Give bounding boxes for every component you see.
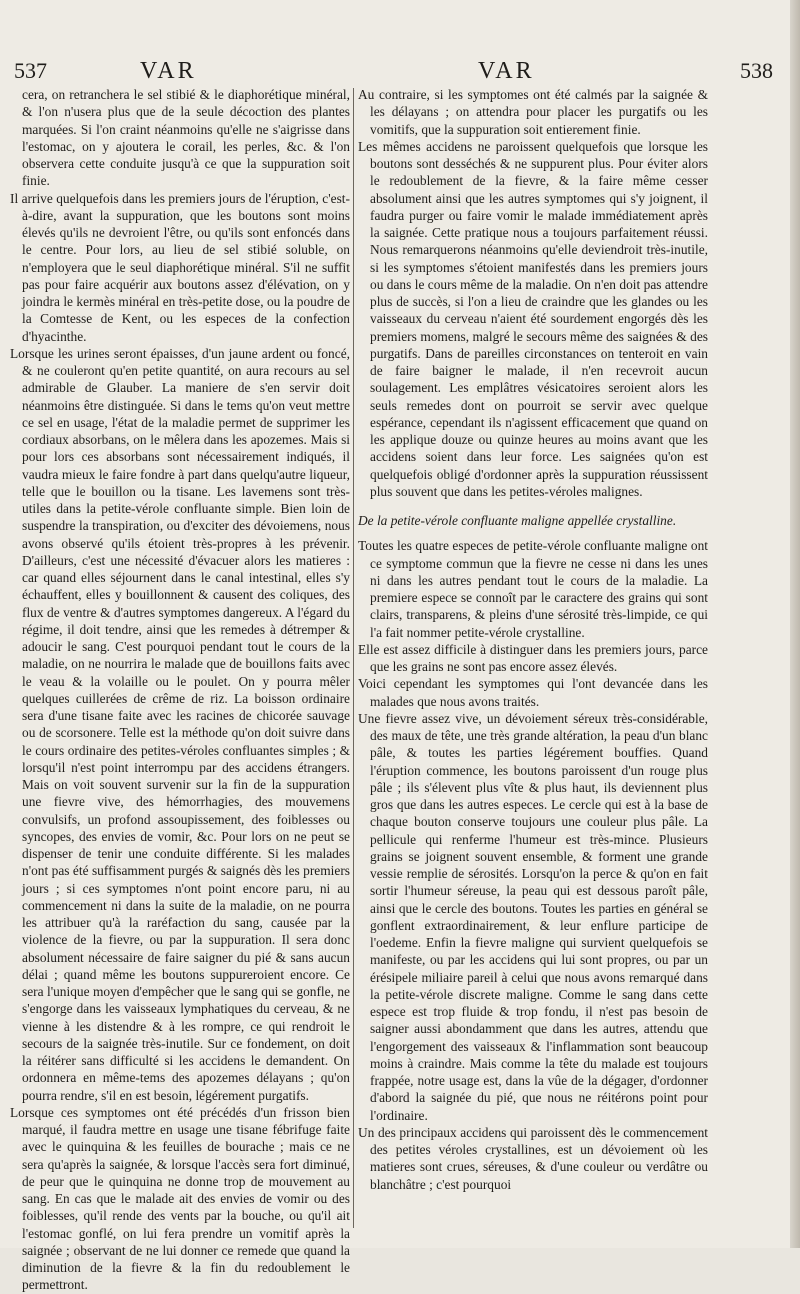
running-header — [0, 58, 800, 88]
paragraph: Une fievre assez vive, un dévoiement séreux très-considérable, des maux de tête, une très grande altération, la peau d'un blanc pâle, & toutes les parties légérement bouffies. Quand l'éruption commence, les boutons paroissent d'un rouge plus pâle ; ils s'élevent plus vîte & plus haut, ils deviennent plus gros que dans les autres especes. Le cercle qui est à la base de chaque bouton conserve toujours une couleur plus pâle. La pellicule qui renferme l'humeur est très-mince. Plusieurs grains se joignent souvent ensemble, & forment une grande vessie remplie de sérosités. Lorsqu'on la perce & qu'on en fait sortir l'humeur séreuse, la peau qui est dessous paroît pâle, ainsi que le cercle des boutons. Toutes les parties en général se gonflent extraordinairement, & leur enflure participe de l'oedeme. Enfin la fievre maligne qui survient quelquefois se manifeste, ou par les accidens qui lui sont propres, ou par un érésipele miliaire pareil à celui que nous avons remarqué dans la petite-vérole discrete maligne. Comme le sang dans cette espece est trop fluide & trop fondu, il n'est pas besoin de saigner aussi abondamment que dans les autres, attendu que l'engorgement des vaisseaux & l'inflammation sont beaucoup moins à craindre. Mais comme la tête du malade est toujours frappée, notre usage est, dans la vûe de la dégager, d'ordonner d'abord la saignée du pié, que nous ne réitérons point pour l'ordinaire. — [358, 710, 708, 1123]
page-edge-shadow — [790, 0, 800, 1248]
paragraph: Un des principaux accidens qui paroissent dès le commencement des petites véroles crystallines, est un dévoiement où les matieres sont crues, séreuses, & d'une couleur ou verdâtre ou blanchâtre ; c'est pourquoi — [358, 1124, 708, 1192]
paragraph: Il arrive quelquefois dans les premiers jours de l'éruption, c'est-à-dire, avant la suppuration, que les boutons sont moins élevés qu'ils ne devroient l'être, ou qu'ils sont enfoncés dans le centre. Pour lors, au lieu de sel stibié soluble, on n'employera que le seul diaphorétique minéral. S'il ne suffit pas pour faire acquérir aux boutons assez d'élévation, on y joindra le kermès minéral en très-petite dose, ou la poudre de la Comtesse de Kent, ou les especes de la confection d'hyacinthe. — [10, 190, 350, 344]
paragraph: Toutes les quatre especes de petite-vérole confluante maligne ont ce symptome commun que la fievre ne cesse ni dans les unes ni dans les autres pendant tout le cours de la maladie. La premiere espece se connoît par le caractere des grains qui sont clairs, transparens, & pleins d'une sérosité très-limpide, ce qui l'a fait nommer petite-vérole crystalline. — [358, 538, 708, 640]
page-number-right: 538 — [740, 58, 773, 83]
right-column — [358, 86, 708, 1238]
paragraph: cera, on retranchera le sel stibié & le diaphorétique minéral, & l'on n'usera plus que de la seule décoction des plantes marquées. Si l'on craint néanmoins qu'elle ne s'aigrisse dans l'estomac, on y ajoutera le corail, les perles, &c. & l'on observera cette conduite jusqu'à ce que la suppuration soit finie. — [22, 87, 350, 189]
paragraph: Elle est assez difficile à distinguer dans les premiers jours, parce que les grains ne sont pas encore assez élevés. — [358, 641, 708, 674]
left-column — [10, 86, 350, 1293]
section-heading: De la petite-vérole confluante maligne appellée crystalline. — [358, 513, 677, 528]
paragraph: Les mêmes accidens ne paroissent quelquefois que lorsque les boutons sont desséchés & ne suppurent plus. Pour éviter alors le redoublement de la fievre, & la faire même cesser absolument ainsi que les autres symptomes qui s'y joignent, il faudra purger ou faire vomir le malade immédiatement après la saignée. Cette pratique nous a toujours parfaitement réussi. Nous remarquerons néanmoins qu'elle deviendroit très-inutile, si les symptomes s'étoient manifestés dans les premiers jours ou dans le cours même de la maladie. On n'en doit pas attendre plus de succès, si l'on a lieu de craindre que les glandes ou les vaisseaux du cerveau n'aient été sourdement engorgés dès les premiers momens, malgré le secours même des saignées & des purgatifs. Dans de pareilles circonstances on tenteroit en vain de faire baigner le malade, il n'en recevroit aucun soulagement. Les emplâtres vésicatoires seroient alors les seuls remedes dont on pourroit se servir avec quelque espérance, cependant ils n'agissent efficacement que quand on les applique douze ou quinze heures au moins avant que les accidens soient dans leur force. Les saignées qu'on est quelquefois obligé d'ordonner après la suppuration réussissent plus souvent que dans les petites-véroles malignes. — [358, 138, 708, 499]
column-divider — [353, 88, 354, 1228]
running-title-right: VAR — [478, 58, 535, 84]
paragraph: Voici cependant les symptomes qui l'ont devancée dans les malades que nous avons traités. — [358, 676, 708, 709]
paragraph: Au contraire, si les symptomes ont été calmés par la saignée & les délayans ; on attendra pour placer les purgatifs ou les vomitifs, que la suppuration soit entierement finie. — [358, 87, 708, 137]
page-number-left: 537 — [14, 58, 47, 83]
paragraph: Lorsque ces symptomes ont été précédés d'un frisson bien marqué, il faudra mettre en usage une tisane fébrifuge faite avec le quinquina & les feuilles de bourache ; mais ce ne sera qu'après la saignée, & lorsque l'accès sera fort diminué, de peur que le quinquina ne donne trop de mouvement au sang. En cas que le malade ait des envies de vomir ou des foiblesses, qu'il rende des vents par la bouche, ou qu'il ait l'estomac gonflé, on lui fera prendre un vomitif après la saignée ; observant de ne lui donner ce remede que quand la diminution de la fievre & la fin du redoublement le permettront. — [10, 1104, 350, 1293]
paragraph: Lorsque les urines seront épaisses, d'un jaune ardent ou foncé, & ne couleront qu'en petite quantité, on aura recours au sel admirable de Glauber. La maniere de s'en servir doit néanmoins être distinguée. Si dans le tems qu'on veut mettre ce sel en usage, l'état de la maladie permet de supprimer les cordiaux absorbans, on le mêlera dans les apozemes. Mais si pour lors ces absorbans sont nécessairement indiqués, il vaudra mieux le faire fondre à part dans quelqu'autre liqueur, telle que le bouillon ou la tisane. Les lavemens sont très-utiles dans la petite-vérole confluante simple. Bien loin de suspendre la transpiration, ou d'exciter des dévoiemens, nous avons observé qu'ils étoient très-propres à les prévenir. D'ailleurs, c'est une nécessité d'évacuer alors les matieres : car quand elles séjournent dans le canal intestinal, elles s'y échauffent, elles y bouillonnent & causent des coliques, des flux de ventre & d'autres symptomes dangereux. A l'égard du régime, il doit tendre, ainsi que les remedes à détremper & adoucir le sang. C'est pourquoi pendant tout le cours de la maladie, on ne nourrira le malade que de bouillons faits avec le veau & la volaille ou le poulet. On y pourra mêler quelques cuillerées de crême de riz. La boisson ordinaire sera d'une tisane faite avec les racines de chicorée sauvage ou de scorsonere. Telle est la méthode qu'on doit suivre dans le cours ordinaire des petites-véroles confluantes simples ; & lorsqu'il n'est point interrompu par des accidens étrangers. Mais on voit souvent survenir sur la fin de la suppuration une fievre vive, des hémorrhagies, des mouvemens convulsifs, un profond assoupissement, des foiblesses ou syncopes, des envies de vomir, &c. Pour lors on ne peut se dispenser de tenir une conduite différente. Si les malades n'ont pas été suffisamment purgés & saignés dès les premiers jours ; si ces symptomes n'ont point encore paru, ni au commencement ni dans la suite de la maladie, on ne pourra les attribuer qu'à la raréfaction du sang, causée par la violence de la fievre, ou par la suppuration. Il sera donc absolument nécessaire de faire saigner du pié & sans aucun délai ; quand même les boutons suppureroient encore. Ce sera l'unique moyen d'empêcher que le sang qui se gonfle, ne s'engorge dans les vaisseaux lymphatiques du cerveau, & ne vienne à les distendre & à les rompre, ce qui rendroit le secours de la saignée très-inutile. Sur ce fondement, on doit la réitérer sans difficulté si les accidens le demandent. On ordonnera en même-tems des apozemes délayans ; qu'on pourra rendre, s'il en est besoin, légérement purgatifs. — [10, 345, 350, 1103]
running-title-left: VAR — [140, 58, 197, 84]
